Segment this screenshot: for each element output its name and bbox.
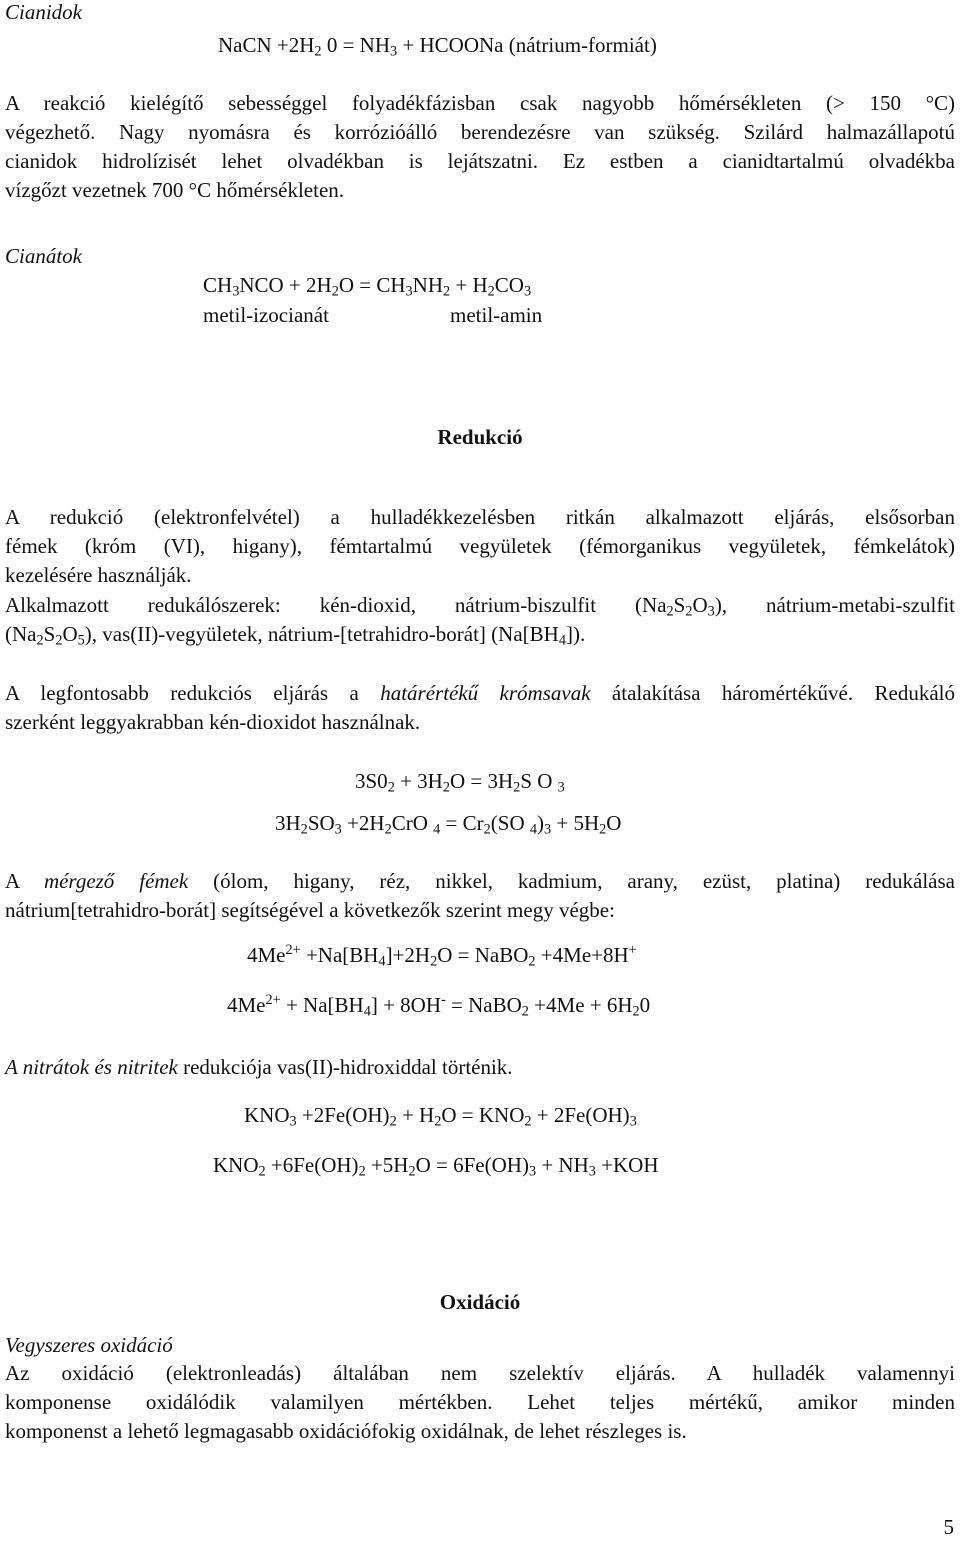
paragraph-line: kezelésére használják. <box>5 563 192 587</box>
redukcio-paragraph-2 <box>5 591 955 649</box>
section-title-redukcio: Redukció <box>437 425 523 449</box>
oxidacio-subheading: Vegyszeres oxidáció <box>5 1333 173 1357</box>
paragraph-line: nátrium[tetrahidro-borát] segítségével a következők szerint megy végbe: <box>5 898 615 922</box>
paragraph-line: szerként leggyakrabban kén-dioxidot használnak. <box>5 710 421 734</box>
redukcio-paragraph-5: A nitrátok és nitritek redukciója vas(II)-hidroxiddal történik. <box>5 1055 513 1079</box>
equation-nitrite: $KNO_2 +6Fe(OH)_2 +5H_2O = 6Fe(OH)_3 + NH_3 +KOH$ <box>213 1153 659 1180</box>
page-number: 5 <box>943 1515 954 1539</box>
paragraph-line: Alkalmazott redukálószerek: kén-dioxid, nátrium-biszulfit $(Na_2S_2O_3)$, nátrium-metabi-szulfit <box>5 593 955 620</box>
equation-borohydride-2: $4Me^{2+} + Na[BH_4] + 8OH^-$ = NaBO$_2$ $+4Me + 6H_20$ <box>227 992 651 1020</box>
paragraph-line: A reakció kielégítő sebességgel folyadékfázisban csak nagyobb hőmérsékleten (> 150 °C) <box>5 91 955 115</box>
paragraph-line: A legfontosabb redukciós eljárás a határértékű krómsavak átalakítása háromértékűvé. Redukáló <box>5 681 955 705</box>
label-metil-izocianat: metil-izocianát <box>203 303 329 327</box>
cianidok-paragraph <box>5 89 955 205</box>
cianatok-heading: Cianátok <box>5 244 82 268</box>
emphasis-text: A nitrátok és nitritek <box>5 1055 178 1079</box>
oxidacio-paragraph <box>5 1359 955 1446</box>
paragraph-line: A mérgező fémek (ólom, higany, réz, nikkel, kadmium, arany, ezüst, platina) redukálása <box>5 869 955 893</box>
equation-chromate: $3H_2SO_3 +2H_2CrO$ $_4 = Cr_2(SO$ $_4)_3 + 5H_2O$ <box>275 811 622 838</box>
paragraph-line: Az oxidáció (elektronleadás) általában nem szelektív eljárás. A hulladék valamennyi <box>5 1361 955 1385</box>
emphasis-text: határértékű krómsavak <box>380 681 591 705</box>
paragraph-line: komponenst a lehető legmagasabb oxidációfokig oxidálnak, de lehet részleges is. <box>5 1419 687 1443</box>
cianidok-equation: NaCN $+2H_2$ $0 = NH_3$ + HCOONa (nátrium-formiát) <box>218 33 657 60</box>
paragraph-line: fémek (króm (VI), higany), fémtartalmú vegyületek (fémorganikus vegyületek, fémkelátok) <box>5 534 955 558</box>
equation-so2: $3S0_2 + 3H_2O = 3H_2S$ O $_3$ <box>355 769 565 796</box>
emphasis-text: mérgező fémek <box>43 869 189 893</box>
section-title-oxidacio: Oxidáció <box>439 1290 521 1314</box>
redukcio-paragraph-4 <box>5 867 955 925</box>
redukcio-paragraph-1 <box>5 503 955 590</box>
paragraph-line: A redukció (elektronfelvétel) a hulladékkezelésben ritkán alkalmazott eljárás, elsősorban <box>5 505 955 529</box>
cianidok-heading: Cianidok <box>5 0 82 24</box>
paragraph-line: komponense oxidálódik valamilyen mértékben. Lehet teljes mértékű, amikor minden <box>5 1390 955 1414</box>
paragraph-line: vízgőzt vezetnek 700 °C hőmérsékleten. <box>5 178 345 202</box>
redukcio-paragraph-3 <box>5 679 955 737</box>
equation-nitrate: $KNO_3 +2Fe(OH)_2 + H_2O = KNO_2 + 2Fe(OH)_3$ <box>244 1103 637 1130</box>
paragraph-line: $(Na_2S_2O_5)$, vas(II)-vegyületek, nátrium-[tetrahidro-borát] $(Na[BH_4])$. <box>5 622 586 649</box>
paragraph-line: végezhető. Nagy nyomásra és korrózióálló berendezésre van szükség. Szilárd halmazállapotú <box>5 120 955 144</box>
label-metil-amin: metil-amin <box>450 303 543 327</box>
paragraph-line: cianidok hidrolízisét lehet olvadékban is lejátszatni. Ez estben a cianidtartalmú olvadékba <box>5 149 955 173</box>
cianatok-equation: $CH_3NCO + 2H_2O = CH_3NH_2 + H_2CO_3$ <box>203 273 532 300</box>
equation-borohydride-1: $4Me^{2+} +Na[BH_4]+2H_2O$ = NaBO$_2$ +4Me+8H+ <box>247 942 637 970</box>
